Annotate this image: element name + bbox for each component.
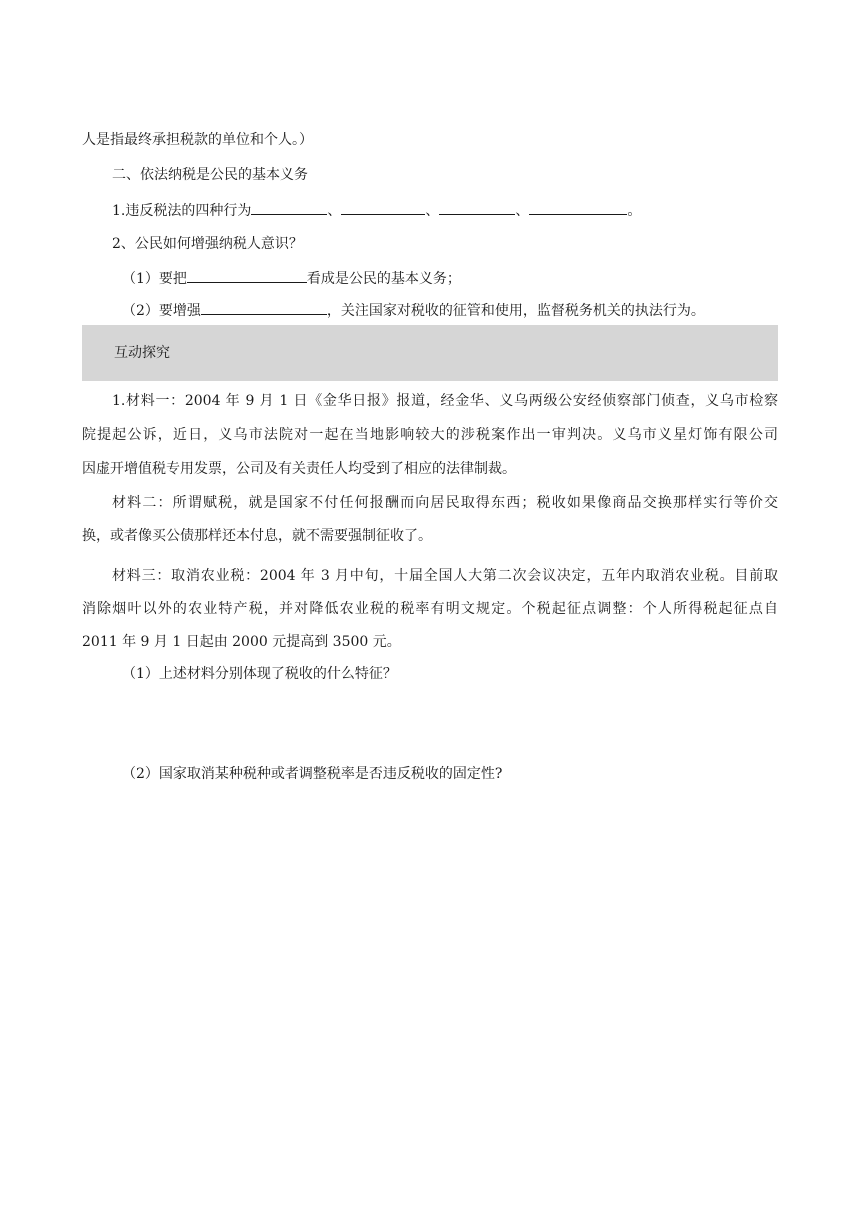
blank-field[interactable] — [187, 268, 307, 283]
material-1-line-2: 院提起公诉，近日，义乌市法院对一起在当地影响较大的涉税案作出一审判决。义乌市义星灯饰有限公司 — [82, 427, 778, 443]
section-band — [82, 325, 778, 381]
intro-continuation: 人是指最终承担税款的单位和个人。） — [82, 132, 313, 148]
fill-item-1 — [122, 268, 822, 289]
section-heading: 二、依法纳税是公民的基本义务 — [112, 167, 308, 183]
terminator: 。 — [627, 203, 642, 219]
section-title: 互动探究 — [114, 345, 170, 361]
fill-item-2-prefix: （2）要增强 — [122, 303, 201, 319]
separator: 、 — [515, 203, 530, 219]
fill-item-2 — [122, 300, 822, 321]
fill-item-1-suffix: 看成是公民的基本义务； — [306, 271, 461, 287]
material-1-line-1: 1.材料一：2004 年 9 月 1 日《金华日报》报道，经金华、义乌两级公安经侦察部门侦查，义乌市检察 — [112, 393, 778, 409]
separator: 、 — [425, 203, 440, 219]
material-1-line-3: 因虚开增值税专用发票，公司及有关责任人均受到了相应的法律制裁。 — [82, 461, 516, 477]
fill-item-2-suffix: ，关注国家对税收的征管和使用，监督税务机关的执法行为。 — [326, 303, 705, 319]
material-3-line-1: 材料三：取消农业税：2004 年 3 月中旬，十届全国人大第二次会议决定，五年内取消农业税。目前取 — [112, 568, 778, 584]
blank-field[interactable] — [251, 200, 327, 215]
question-item-1: （1）上述材料分别体现了税收的什么特征？ — [122, 666, 397, 682]
question-item-2: （2）国家取消某种税种或者调整税率是否违反税收的固定性? — [122, 766, 503, 782]
question-2: 2、公民如何增强纳税人意识？ — [112, 236, 303, 252]
question-1 — [112, 200, 812, 221]
fill-item-1-prefix: （1）要把 — [122, 271, 187, 287]
blank-field[interactable] — [529, 200, 627, 215]
blank-field[interactable] — [439, 200, 515, 215]
blank-field[interactable] — [201, 300, 327, 315]
material-3-line-2: 消除烟叶以外的农业特产税，并对降低农业税的税率有明文规定。个税起征点调整：个人所得税起征点自 — [82, 601, 778, 617]
blank-field[interactable] — [341, 200, 425, 215]
question-1-text: 1.违反税法的四种行为 — [112, 203, 252, 219]
material-3-line-3: 2011 年 9 月 1 日起由 2000 元提高到 3500 元。 — [82, 634, 401, 650]
material-2-line-2: 换，或者像买公债那样还本付息，就不需要强制征收了。 — [82, 528, 432, 544]
separator: 、 — [327, 203, 342, 219]
material-2-line-1: 材料二：所谓赋税，就是国家不付任何报酬而向居民取得东西；税收如果像商品交换那样实行等价交 — [112, 495, 778, 511]
